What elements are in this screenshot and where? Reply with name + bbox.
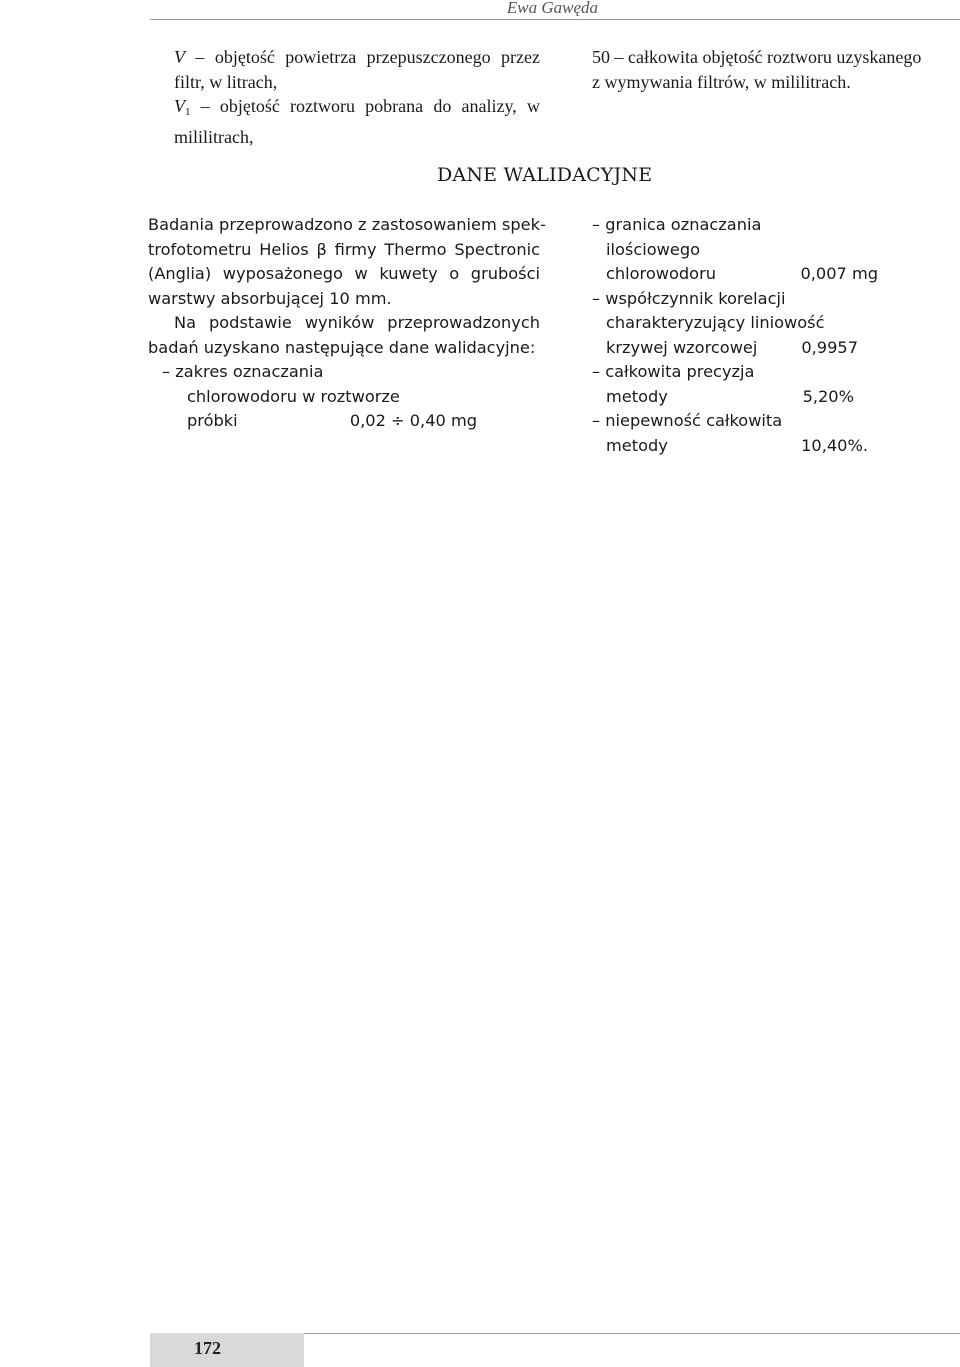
uncertainty-value: 10,40%. — [801, 435, 868, 455]
precision-value: 5,20% — [802, 386, 854, 406]
range-label-line3: próbki — [187, 411, 238, 430]
para1-line1: Badania przeprowadzono z zastosowaniem spek- — [148, 215, 546, 234]
definition-v — [174, 45, 540, 70]
range-label-line2: chlorowodoru w roztworze — [187, 386, 400, 406]
header-rule — [150, 19, 960, 20]
range-label-line1: – zakres oznaczania — [162, 362, 324, 381]
running-head: Ewa Gawęda — [506, 0, 598, 17]
correlation-label-line2: charakteryzujący liniowość — [606, 313, 825, 332]
symbol-v1-subscript: 1 — [185, 106, 191, 118]
range-row — [162, 409, 477, 434]
correlation-row — [592, 336, 858, 361]
list-item-uncertainty — [592, 409, 892, 458]
loq-label-line1: – granica oznaczania — [592, 215, 762, 234]
uncertainty-label-line2: metody — [606, 435, 668, 455]
symbol-v: V — [174, 47, 185, 67]
para2-line2: badań uzyskano następujące dane walidacyjne: — [148, 337, 536, 357]
symbol-v1: V — [174, 96, 185, 116]
page-number-box — [150, 1333, 304, 1367]
uncertainty-label-line1: – niepewność całkowita — [592, 411, 783, 430]
list-item-loq — [592, 213, 892, 287]
loq-label-line3: chlorowodoru — [606, 264, 717, 283]
para1-line3: (Anglia) wyposażonego w kuwety o grubości — [148, 264, 540, 283]
definition-50-line1: 50 – całkowita objętość roztworu uzyskanego — [592, 47, 922, 67]
page-number: 172 — [194, 1338, 221, 1358]
definition-50-line2: z wymywania filtrów, w mililitrach. — [592, 71, 851, 92]
correlation-value: 0,9957 — [801, 337, 858, 357]
definition-v-cont: filtr, w litrach, — [174, 71, 278, 92]
para1-line2: trofotometru Helios β firmy Thermo Spectronic — [148, 239, 540, 259]
loq-label-line2: ilościowego — [606, 239, 701, 259]
definitions-right — [592, 45, 960, 94]
uncertainty-row — [592, 434, 868, 459]
correlation-label-line3: krzywej wzorcowej — [606, 337, 758, 357]
precision-label-line2: metody — [606, 386, 668, 406]
para1-line4: warstwy absorbującej 10 mm. — [148, 288, 392, 308]
definitions-left — [174, 45, 540, 149]
loq-row — [592, 262, 878, 287]
para2-line1: Na podstawie wyników przeprowadzonych — [174, 313, 540, 332]
right-column — [592, 213, 892, 458]
list-item-precision — [592, 360, 892, 409]
list-item-correlation — [592, 287, 892, 361]
section-title: DANE WALIDACYJNE — [437, 164, 653, 186]
precision-label-line1: – całkowita precyzja — [592, 362, 755, 381]
definition-v-text: – objętość powietrza przepuszczonego przez — [185, 47, 540, 67]
definition-v1-text: – objętość roztworu pobrana do analizy, w — [190, 96, 540, 116]
loq-value: 0,007 mg — [800, 264, 878, 283]
definition-v1 — [174, 94, 540, 125]
left-column — [148, 213, 546, 434]
correlation-label-line1: – współczynnik korelacji — [592, 288, 786, 308]
range-value: 0,02 ÷ 0,40 mg — [349, 411, 477, 430]
definition-v1-cont: mililitrach, — [174, 126, 254, 147]
precision-row — [592, 385, 854, 410]
list-item-range — [148, 360, 540, 434]
